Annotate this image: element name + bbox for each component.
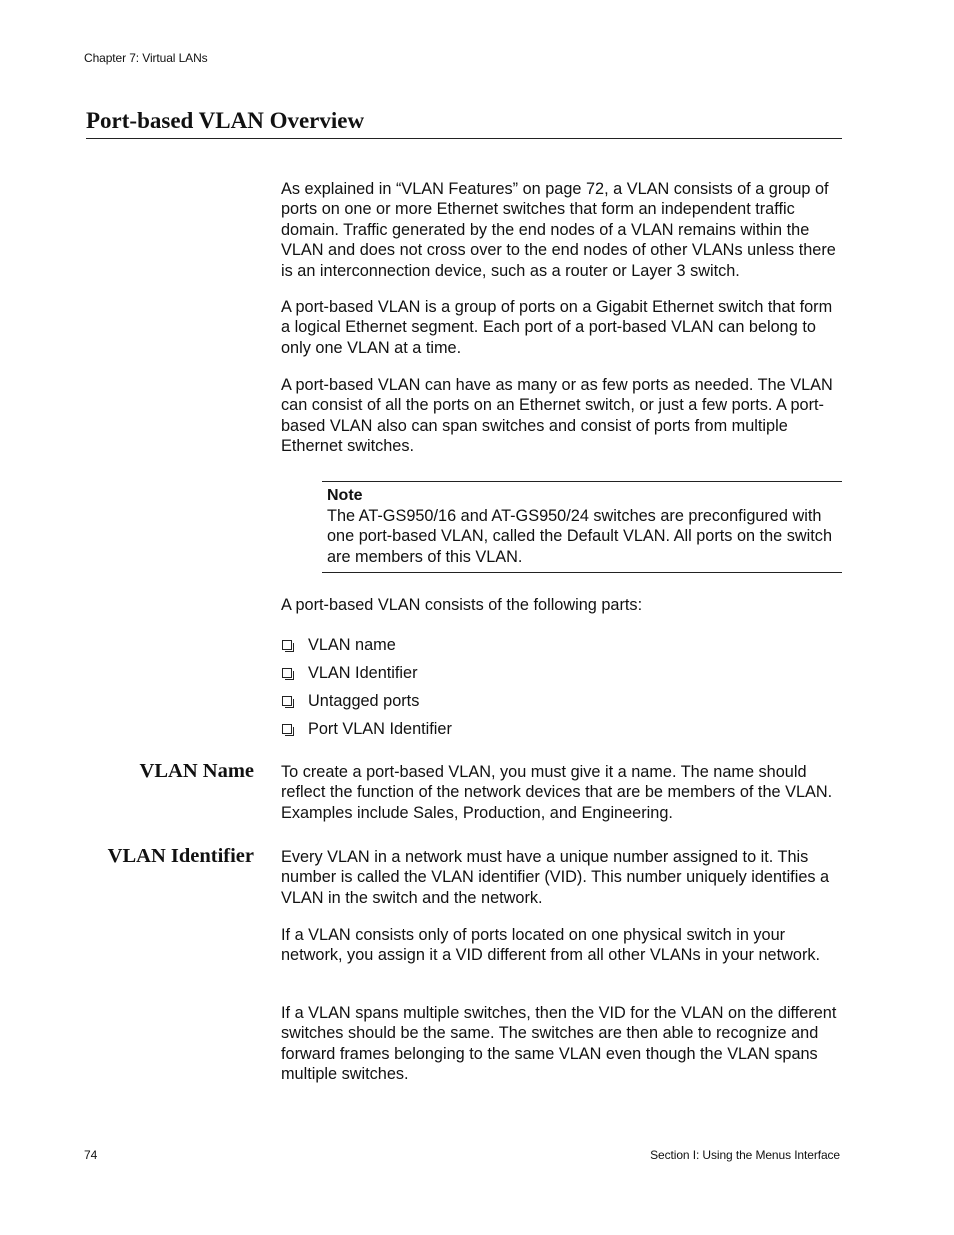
list-item xyxy=(281,687,452,715)
list-item xyxy=(281,631,452,659)
definition-paragraph: A port-based VLAN is a group of ports on a Gigabit Ethernet switch that form a logical Ethernet segment. Each port of a port-based VLAN can belong to only one VLAN at a time. xyxy=(281,298,833,357)
list-item-label: VLAN name xyxy=(308,636,396,654)
page-title: Port-based VLAN Overview xyxy=(86,106,842,139)
running-header: Chapter 7: Virtual LANs xyxy=(84,51,208,65)
vlan-name-paragraph: To create a port-based VLAN, you must give it a name. The name should reflect the function of the network devices that are be members of the VLAN. Examples include Sales, Production, and Engineering. xyxy=(281,763,833,822)
checkbox-bullet-icon xyxy=(282,668,292,678)
section-heading-vlan-name: VLAN Name xyxy=(139,760,254,782)
size-paragraph: A port-based VLAN can have as many or as few ports as needed. The VLAN can consist of all the ports on an Ethernet switch, or just a few ports. A port-based VLAN also can span switches and consist of ports from multiple Ethernet switches. xyxy=(281,376,833,456)
list-item-label: Port VLAN Identifier xyxy=(308,720,452,738)
list-item-label: VLAN Identifier xyxy=(308,664,418,682)
intro-paragraph: As explained in “VLAN Features” on page 72, a VLAN consists of a group of ports on one or more Ethernet switches that form an independent traffic domain. Traffic generated by the end nodes of a VLAN remains within the VLAN and does not cross over to the end nodes of other VLANs unless there is an interconnection device, such as a router or Layer 3 switch. xyxy=(281,180,836,280)
vlan-identifier-paragraph-3: If a VLAN spans multiple switches, then the VID for the VLAN on the different switches should be the same. The switches are then able to recognize and forward frames belonging to the same VLAN even though the VLAN spans multiple switches. xyxy=(281,1004,837,1084)
vlan-identifier-paragraph-1: Every VLAN in a network must have a unique number assigned to it. This number is called the VLAN identifier (VID). This number uniquely identifies a VLAN in the switch and the network. xyxy=(281,848,830,907)
list-item xyxy=(281,659,452,687)
note-box xyxy=(322,481,842,573)
footer-section-title: Section I: Using the Menus Interface xyxy=(650,1148,840,1162)
parts-intro-paragraph: A port-based VLAN consists of the following parts: xyxy=(281,596,643,614)
note-label: Note xyxy=(327,487,363,504)
section-heading-vlan-identifier: VLAN Identifier xyxy=(107,845,254,867)
checkbox-bullet-icon xyxy=(282,640,292,650)
parts-list xyxy=(281,631,452,743)
checkbox-bullet-icon xyxy=(282,724,292,734)
vlan-identifier-paragraph-2: If a VLAN consists only of ports located on one physical switch in your network, you assign it a VID different from all other VLANs in your network. xyxy=(281,926,821,965)
page-number: 74 xyxy=(84,1148,98,1162)
note-text: The AT-GS950/16 and AT-GS950/24 switches are preconfigured with one port-based VLAN, called the Default VLAN. All ports on the switch are members of this VLAN. xyxy=(327,507,832,566)
checkbox-bullet-icon xyxy=(282,696,292,706)
list-item-label: Untagged ports xyxy=(308,692,420,710)
list-item xyxy=(281,715,452,743)
